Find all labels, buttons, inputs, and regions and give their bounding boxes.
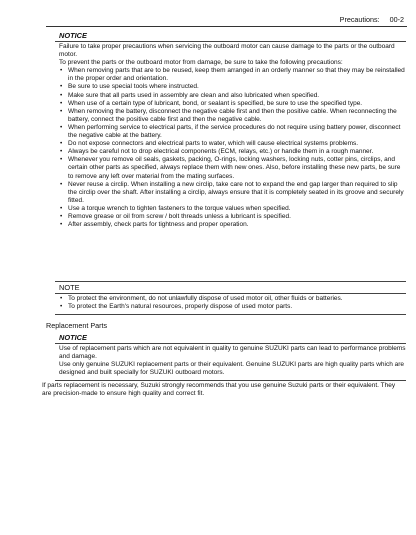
note-bottom-divider bbox=[55, 314, 406, 315]
note-list bbox=[59, 295, 406, 311]
list-item: • Always be careful not to drop electrical components (ECM, relays, etc.) or handle them in a rough manner. bbox=[59, 148, 406, 156]
note-body bbox=[55, 294, 406, 314]
list-item: • Be sure to use special tools where instructed. bbox=[59, 83, 406, 91]
notice-body bbox=[55, 42, 406, 229]
list-item: • Remove grease or oil from screw / bolt threads unless a lubricant is specified. bbox=[59, 213, 406, 221]
notice-box-precautions bbox=[55, 30, 406, 229]
list-item: • Never reuse a circlip. When installing a new circlip, take care not to expand the end gap larger than required to slip the circlip over the shaft. After installing a circlip, always ensure that it is completely seated in its groove and securely fitted. bbox=[59, 181, 406, 205]
section-title: Precautions: bbox=[339, 15, 380, 24]
replacement-parts-heading: Replacement Parts bbox=[46, 321, 108, 330]
list-item: • When removing the battery, disconnect the negative cable first and then the positive cable. When reconnecting the battery, connect the positive cable first and then the negative cable. bbox=[59, 108, 406, 124]
list-item: • To protect the Earth's natural resources, properly dispose of used motor parts. bbox=[59, 303, 406, 311]
notice-title: NOTICE bbox=[59, 31, 87, 40]
precaution-list bbox=[59, 67, 406, 229]
notice-box-replacement bbox=[55, 332, 406, 381]
page-header bbox=[332, 15, 404, 24]
replacement-para-1: Use of replacement parts which are not equivalent in quality to genuine SUZUKI parts can lead to performance problems and damage. bbox=[59, 345, 406, 361]
list-item: • Whenever you remove oil seals, gaskets, packing, O-rings, locking washers, locking nuts, cotter pins, circlips, and certain other parts as specified, always replace them with new ones. Also, before installing these new parts, be sure to remove any left over material from the mating surfaces. bbox=[59, 156, 406, 180]
note-title: NOTE bbox=[59, 283, 80, 292]
list-item: • When performing service to electrical parts, if the service procedures do not require using battery power, disconnect the negative cable at the battery. bbox=[59, 124, 406, 140]
closing-paragraph: If parts replacement is necessary, Suzuki strongly recommends that you use genuine Suzuki parts or their equivalent. They are precision-made to ensure high quality and correct fit. bbox=[42, 382, 396, 398]
list-item: • To protect the environment, do not unlawfully dispose of used motor oil, other fluids or batteries. bbox=[59, 295, 406, 303]
list-item: • When removing parts that are to be reused, keep them arranged in an orderly manner so that they may be reinstalled in the proper order and orientation. bbox=[59, 67, 406, 83]
replacement-para-2: Use only genuine SUZUKI replacement parts or their equivalent. Genuine SUZUKI parts are high quality parts which are designed and built specially for SUZUKI outboard motors. bbox=[59, 361, 405, 377]
list-item: • After assembly, check parts for tightness and proper operation. bbox=[59, 221, 406, 229]
notice-title: NOTICE bbox=[59, 333, 87, 342]
notice-intro-2: To prevent the parts or the outboard motor from damage, be sure to take the following precautions: bbox=[59, 59, 343, 67]
list-item: • Do not expose connectors and electrical parts to water, which will cause electrical systems problems. bbox=[59, 140, 406, 148]
page-number: 00-2 bbox=[389, 15, 404, 24]
header-divider bbox=[46, 26, 407, 27]
notice-body bbox=[55, 344, 406, 380]
notice-intro-1: Failure to take proper precautions when servicing the outboard motor can cause damage to the parts or the outboard motor. bbox=[59, 43, 395, 59]
list-item: • Make sure that all parts used in assembly are clean and also lubricated when specified. bbox=[59, 92, 406, 100]
note-box bbox=[55, 281, 406, 315]
list-item: • Use a torque wrench to tighten fasteners to the torque values when specified. bbox=[59, 205, 406, 213]
list-item: • When use of a certain type of lubricant, bond, or sealant is specified, be sure to use the specified type. bbox=[59, 100, 406, 108]
